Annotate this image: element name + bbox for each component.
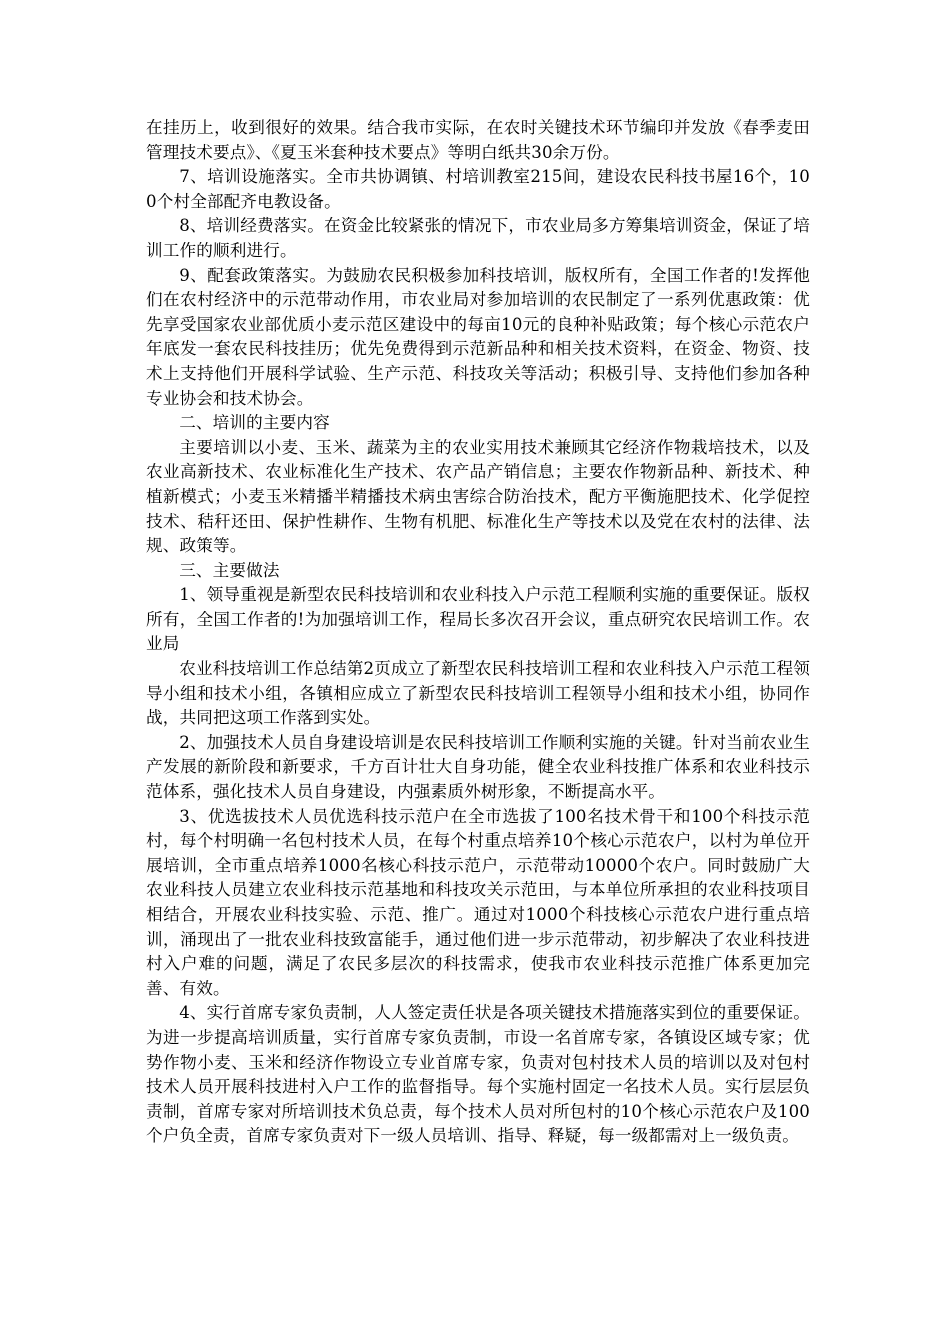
paragraph-chief-expert: 4、实行首席专家负责制，人人签定责任状是各项关键技术措施落实到位的重要保证。为进一步提高培训质量，实行首席专家负责制，市设一名首席专家，各镇设区域专家；优势作物小麦、玉米和经济作物设立专业首席专家，负责对包村技术人员的培训以及对包村技术人员开展科技进村入户工作的监督指导。每个实施村固定一名技术人员。实行层层负责制，首席专家对所培训技术负总责，每个技术人员对所包村的10个核心示范农户及100个户负全责，首席专家负责对下一级人员培训、指导、释疑，每一级都需对上一级负责。 bbox=[146, 1003, 810, 1146]
document-page bbox=[146, 116, 810, 1149]
paragraph-policy: 9、配套政策落实。为鼓励农民积极参加科技培训，版权所有，全国工作者的!发挥他们在农村经济中的示范带动作用，市农业局对参加培训的农民制定了一系列优惠政策：优先享受国家农业部优质小麦示范区建设中的每亩10元的良种补贴政策；每个核心示范农户年底发一套农民科技挂历；优先免费得到示范新品种和相关技术资料，在资金、物资、技术上支持他们开展科学试验、生产示范、科技攻关等活动；积极引导、支持他们参加各种专业协会和技术协会。 bbox=[146, 265, 810, 408]
section-heading-content: 二、培训的主要内容 bbox=[179, 413, 330, 433]
paragraph-staff-training: 2、加强技术人员自身建设培训是农民科技培训工作顺利实施的关键。针对当前农业生产发展的新阶段和新要求，千方百计壮大自身功能，健全农业科技推广体系和农业科技示范体系，强化技术人员自身建设，内强素质外树形象，不断提高水平。 bbox=[146, 732, 810, 802]
paragraph-continued: 在挂历上，收到很好的效果。结合我市实际，在农时关键技术环节编印并发放《春季麦田管理技术要点》、《夏玉米套种技术要点》等明白纸共30余万份。 bbox=[146, 118, 810, 162]
section-heading-methods: 三、主要做法 bbox=[179, 560, 280, 580]
paragraph-leadership-continued: 农业科技培训工作总结第2页成立了新型农民科技培训工程和农业科技入户示范工程领导小组和技术小组，各镇相应成立了新型农民科技培训工程领导小组和技术小组，协同作战，共同把这项工作落到实处。 bbox=[146, 659, 810, 728]
paragraph-content: 主要培训以小麦、玉米、蔬菜为主的农业实用技术兼顾其它经济作物栽培技术，以及农业高新技术、农业标准化生产技术、农产品产销信息；主要农作物新品种、新技术、种植新模式；小麦玉米精播半精播技术病虫害综合防治技术，配方平衡施肥技术、化学促控技术、秸秆还田、保护性耕作、生物有机肥、标准化生产等技术以及党在农村的法律、法规、政策等。 bbox=[146, 437, 810, 556]
paragraph-demonstration: 3、优选拔技术人员优选科技示范户在全市选拔了100名技术骨干和100个科技示范村，每个村明确一名包村技术人员，在每个村重点培养10个核心示范农户，以村为单位开展培训，全市重点培养1000名核心科技示范户，示范带动10000个农户。同时鼓励广大农业科技人员建立农业科技示范基地和科技攻关示范田，与本单位所承担的农业科技项目相结合，开展农业科技实验、示范、推广。通过对1000个科技核心示范农户进行重点培训，涌现出了一批农业科技致富能手，通过他们进一步示范带动，初步解决了农业科技进村入户难的问题，满足了农民多层次的科技需求，使我市农业科技示范推广体系更加完善、有效。 bbox=[146, 806, 810, 998]
paragraph-facilities: 7、培训设施落实。全市共协调镇、村培训教室215间，建设农民科技书屋16个，100个村全部配齐电教设备。 bbox=[146, 167, 810, 211]
paragraph-funding: 8、培训经费落实。在资金比较紧张的情况下，市农业局多方筹集培训资金，保证了培训工作的顺利进行。 bbox=[146, 216, 810, 260]
paragraph-leadership: 1、领导重视是新型农民科技培训和农业科技入户示范工程顺利实施的重要保证。版权所有，全国工作者的!为加强培训工作，程局长多次召开会议，重点研究农民培训工作。农业局 bbox=[146, 585, 810, 654]
